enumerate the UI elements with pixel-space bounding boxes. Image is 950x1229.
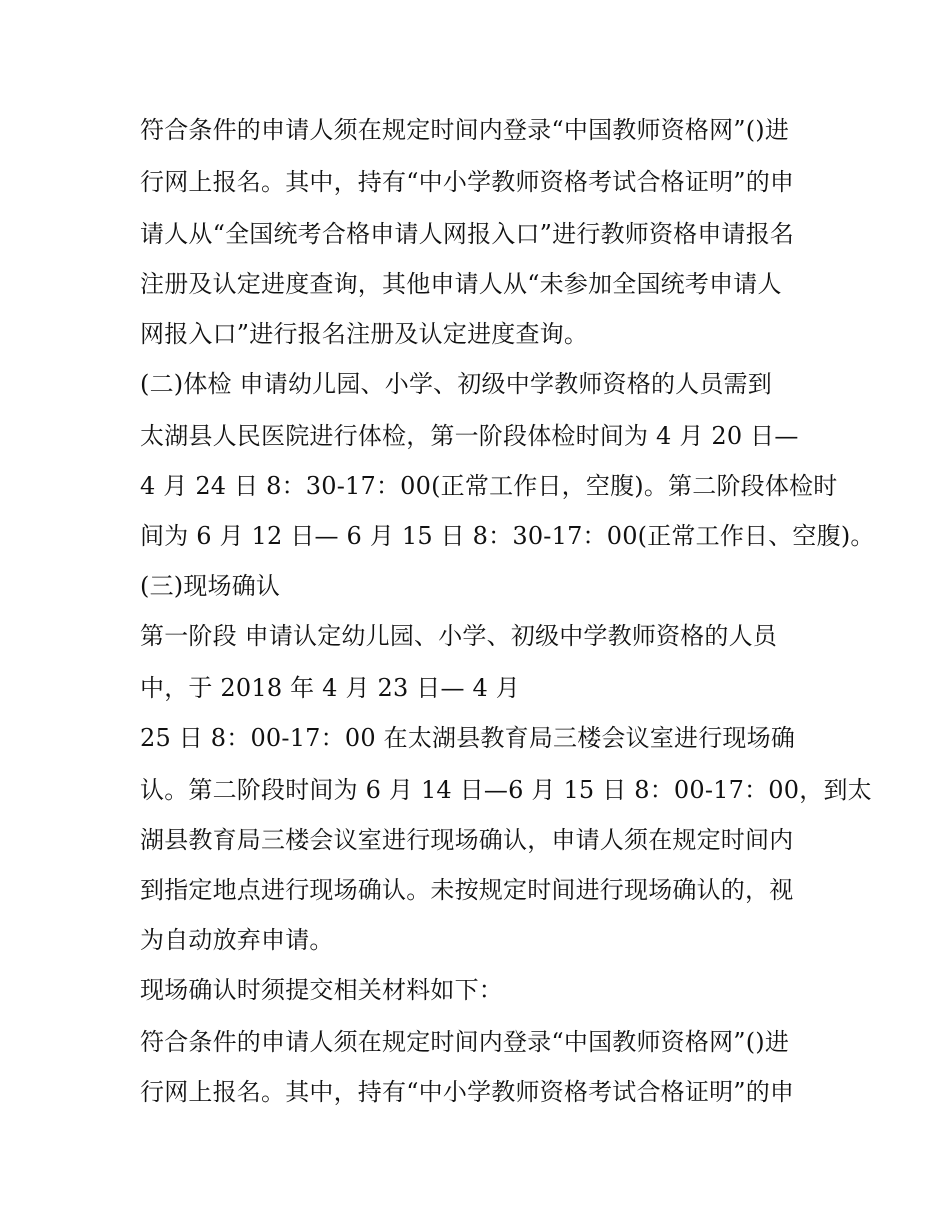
text-line: 符合条件的申请人须在规定时间内登录“中国教师资格网”()进: [140, 116, 790, 144]
text-line: 注册及认定进度查询，其他申请人从“未参加全国统考申请人: [140, 270, 782, 298]
text-line: 第一阶段 申请认定幼儿园、小学、初级中学教师资格的人员: [140, 622, 778, 650]
text-line: 请人从“全国统考合格申请人网报入口”进行教师资格申请报名: [140, 220, 795, 248]
text-line: 为自动放弃申请。: [140, 926, 334, 954]
text-line: 行网上报名。其中，持有“中小学教师资格考试合格证明”的申: [140, 1078, 795, 1106]
text-line: 湖县教育局三楼会议室进行现场确认，申请人须在规定时间内: [140, 826, 794, 854]
text-line: (二)体检 申请幼儿园、小学、初级中学教师资格的人员需到: [140, 370, 772, 398]
text-line: (三)现场确认: [140, 572, 281, 600]
text-line: 间为 6 月 12 日— 6 月 15 日 8：30-17：00(正常工作日、空腹)。: [140, 522, 875, 550]
text-line: 网报入口”进行报名注册及认定进度查询。: [140, 320, 589, 348]
text-line: 到指定地点进行现场确认。未按规定时间进行现场确认的，视: [140, 876, 794, 904]
text-line: 4 月 24 日 8：30-17：00(正常工作日，空腹)。第二阶段体检时: [140, 472, 838, 500]
text-line: 25 日 8：00-17：00 在太湖县教育局三楼会议室进行现场确: [140, 724, 796, 752]
text-line: 符合条件的申请人须在规定时间内登录“中国教师资格网”()进: [140, 1028, 790, 1056]
text-line: 太湖县人民医院进行体检，第一阶段体检时间为 4 月 20 日—: [140, 422, 799, 450]
text-line: 行网上报名。其中，持有“中小学教师资格考试合格证明”的申: [140, 168, 795, 196]
text-line: 认。第二阶段时间为 6 月 14 日—6 月 15 日 8：00-17：00，到太: [140, 776, 872, 804]
text-line: 中，于 2018 年 4 月 23 日— 4 月: [140, 674, 520, 702]
text-line: 现场确认时须提交相关材料如下：: [140, 976, 503, 1004]
